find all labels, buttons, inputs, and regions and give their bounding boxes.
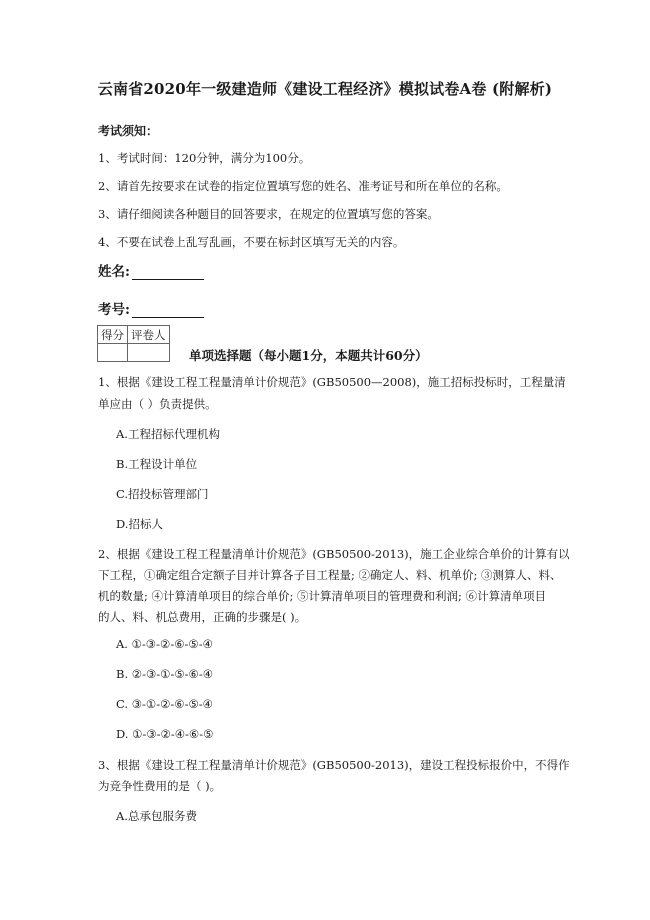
exam-number-field [98, 298, 204, 318]
question-text: 下工程，①确定组合定额子目并计算各子目工程量; ②确定人、料、机单价; ③测算人、料、 [98, 568, 562, 582]
answer-option: D. ①-③-②-④-⑥-⑤ [116, 727, 214, 741]
grader-header: 评卷人 [128, 326, 170, 344]
question-text: 为竞争性费用的是（ )。 [98, 779, 222, 793]
answer-option: B. ②-③-①-⑤-⑥-④ [116, 667, 214, 681]
question-text: 机的数量; ④计算清单项目的综合单价; ⑤计算清单项目的管理费和利润; ⑥计算清单项目 [98, 589, 547, 603]
exam-number-label: 考号: [98, 302, 130, 318]
answer-option: D.招标人 [116, 517, 163, 531]
answer-option: C.招投标管理部门 [116, 487, 209, 501]
answer-option: A.总承包服务费 [116, 809, 197, 823]
name-field [98, 260, 204, 280]
score-cell[interactable] [98, 344, 128, 362]
notice-item: 3、请仔细阅读各种题目的回答要求，在规定的位置填写您的答案。 [98, 207, 439, 221]
grader-cell[interactable] [128, 344, 170, 362]
answer-option: B.工程设计单位 [116, 457, 198, 471]
score-header: 得分 [98, 326, 128, 344]
notice-item: 1、考试时间：120分钟，满分为100分。 [98, 151, 311, 165]
score-table [97, 325, 170, 362]
question-text: 2、根据《建设工程工程量清单计价规范》(GB50500-2013)，施工企业综合单价的计算有以 [98, 547, 570, 561]
name-label: 姓名: [98, 264, 130, 280]
question-text: 单应由（ ）负责提供。 [98, 397, 217, 411]
notice-item: 4、不要在试卷上乱写乱画，不要在标封区填写无关的内容。 [98, 235, 405, 249]
document-title: 云南省2020年一级建造师《建设工程经济》模拟试卷A卷 (附解析) [97, 80, 553, 98]
notice-item: 2、请首先按要求在试卷的指定位置填写您的姓名、准考证号和所在单位的名称。 [98, 179, 508, 193]
answer-option: C. ③-①-②-⑥-⑤-④ [116, 697, 213, 711]
question-text: 的人、料、机总费用，正确的步骤是( )。 [98, 610, 307, 624]
notice-heading: 考试须知： [98, 124, 159, 138]
exam-number-blank-line[interactable] [132, 303, 204, 318]
section-title: 单项选择题（每小题1分，本题共计60分） [189, 348, 428, 363]
question-text: 1、根据《建设工程工程量清单计价规范》(GB50500—2008)，施工招标投标时，工程量清 [98, 375, 566, 389]
answer-option: A.工程招标代理机构 [116, 427, 220, 441]
name-blank-line[interactable] [132, 265, 204, 280]
answer-option: A. ①-③-②-⑥-⑤-④ [116, 637, 213, 651]
question-text: 3、根据《建设工程工程量清单计价规范》(GB50500-2013)，建设工程投标报价中，不得作 [98, 758, 570, 772]
